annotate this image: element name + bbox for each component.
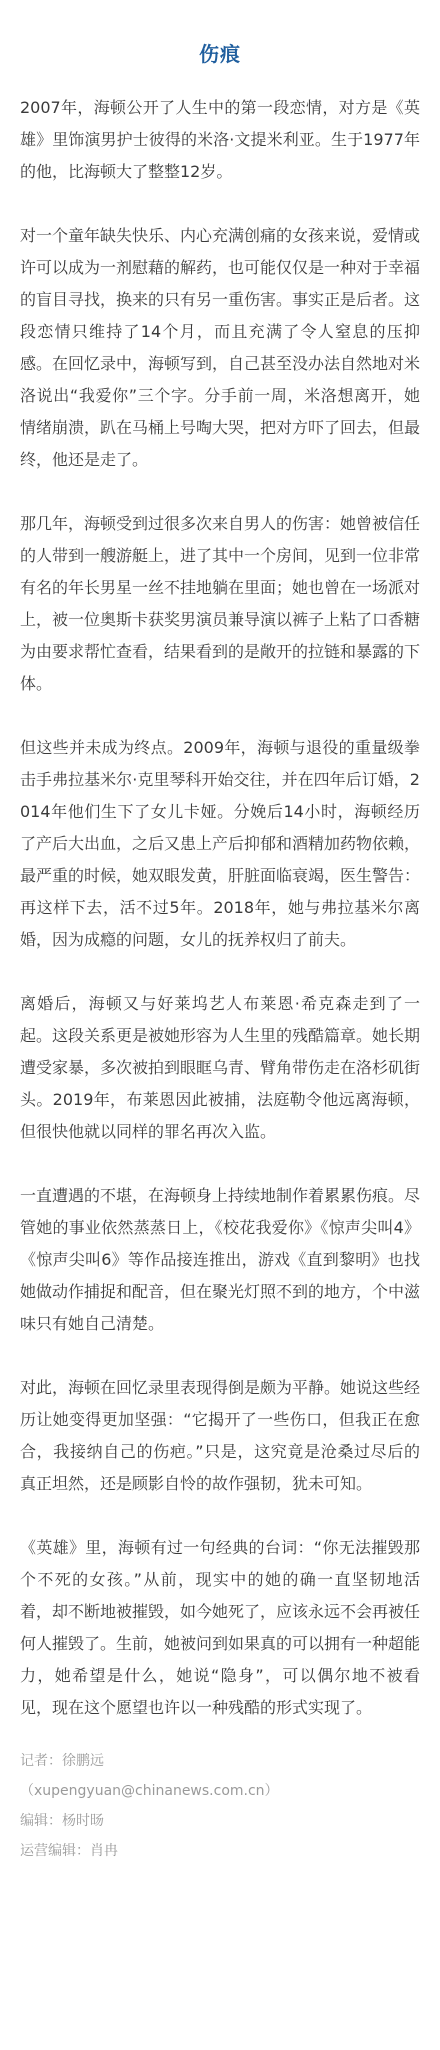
article-paragraph: 《英雄》里，海顿有过一句经典的台词：“你无法摧毁那个不死的女孩。”从前，现实中的她的确一直坚韧地活着，却不断地被摧毁，如今她死了，应该永远不会再被任何人摧毁了。生前，她被问到如果真的可以拥有一种超能力，她希望是什么，她说“隐身”，可以偶尔地不被看见，现在这个愿望也许以一种残酷的形式实现了。 — [20, 1538, 421, 1717]
article-title: 伤痕 — [199, 42, 241, 66]
article-paragraph: 离婚后，海顿又与好莱坞艺人布莱恩·希克森走到了一起。这段关系更是被她形容为人生里的残酷篇章。她长期遭受家暴，多次被拍到眼眶乌青、臂角带伤走在洛杉矶街头。2019年，布莱恩因此被捕，法庭勒令他远离海顿，但很快他就以同样的罪名再次入监。 — [20, 994, 421, 1141]
reporter-credit: 记者：徐鹏远 — [20, 1753, 104, 1769]
article-paragraph: 对此，海顿在回忆录里表现得倒是颇为平静。她说这些经历让她变得更加坚强：“它揭开了一些伤口，但我正在愈合，我接纳自己的伤疤。”只是，这究竟是沧桑过尽后的真正坦然，还是顾影自怜的故作强韧，犹未可知。 — [20, 1378, 421, 1493]
ops-editor-credit: 运营编辑：肖冉 — [20, 1843, 118, 1859]
article-paragraph: 但这些并未成为终点。2009年，海顿与退役的重量级拳击手弗拉基米尔·克里琴科开始交往，并在四年后订婚，2014年他们生下了女儿卡娅。分娩后14小时，海顿经历了产后大出血，之后又患上产后抑郁和酒精加药物依赖，最严重的时候，她双眼发黄，肝脏面临衰竭，医生警告：再这样下去，活不过5年。2018年，她与弗拉基米尔离婚，因为成瘾的问题，女儿的抚养权归了前夫。 — [20, 738, 421, 949]
article-paragraph: 2007年，海顿公开了人生中的第一段恋情，对方是《英雄》里饰演男护士彼得的米洛·文提米利亚。生于1977年的他，比海顿大了整整12岁。 — [20, 98, 420, 181]
editor-credit: 编辑：杨时旸 — [20, 1813, 104, 1829]
article-credits — [20, 1746, 420, 1866]
article-paragraph: 一直遭遇的不堪，在海顿身上持续地制作着累累伤痕。尽管她的事业依然蒸蒸日上，《校花我爱你》《惊声尖叫4》《惊声尖叫6》等作品接连推出，游戏《直到黎明》也找她做动作捕捉和配音，但在聚光灯照不到的地方，个中滋味只有她自己清楚。 — [20, 1186, 421, 1333]
article-paragraph: 对一个童年缺失快乐、内心充满创痛的女孩来说，爱情或许可以成为一剂慰藉的解药，也可能仅仅是一种对于幸福的盲目寻找，换来的只有另一重伤害。事实正是后者。这段恋情只维持了14个月，而且充满了令人窒息的压抑感。在回忆录中，海顿写到，自己甚至没办法自然地对米洛说出“我爱你”三个字。分手前一周，米洛想离开，她情绪崩溃，趴在马桶上号啕大哭，把对方吓了回去，但最终，他还是走了。 — [20, 226, 421, 469]
article-paragraph: 那几年，海顿受到过很多次来自男人的伤害：她曾被信任的人带到一艘游艇上，进了其中一个房间，见到一位非常有名的年长男星一丝不挂地躺在里面；她也曾在一场派对上，被一位奥斯卡获奖男演员兼导演以裤子上粘了口香糖为由要求帮忙查看，结果看到的是敞开的拉链和暴露的下体。 — [20, 514, 421, 693]
reporter-email: （xupengyuan@chinanews.com.cn） — [20, 1783, 279, 1799]
